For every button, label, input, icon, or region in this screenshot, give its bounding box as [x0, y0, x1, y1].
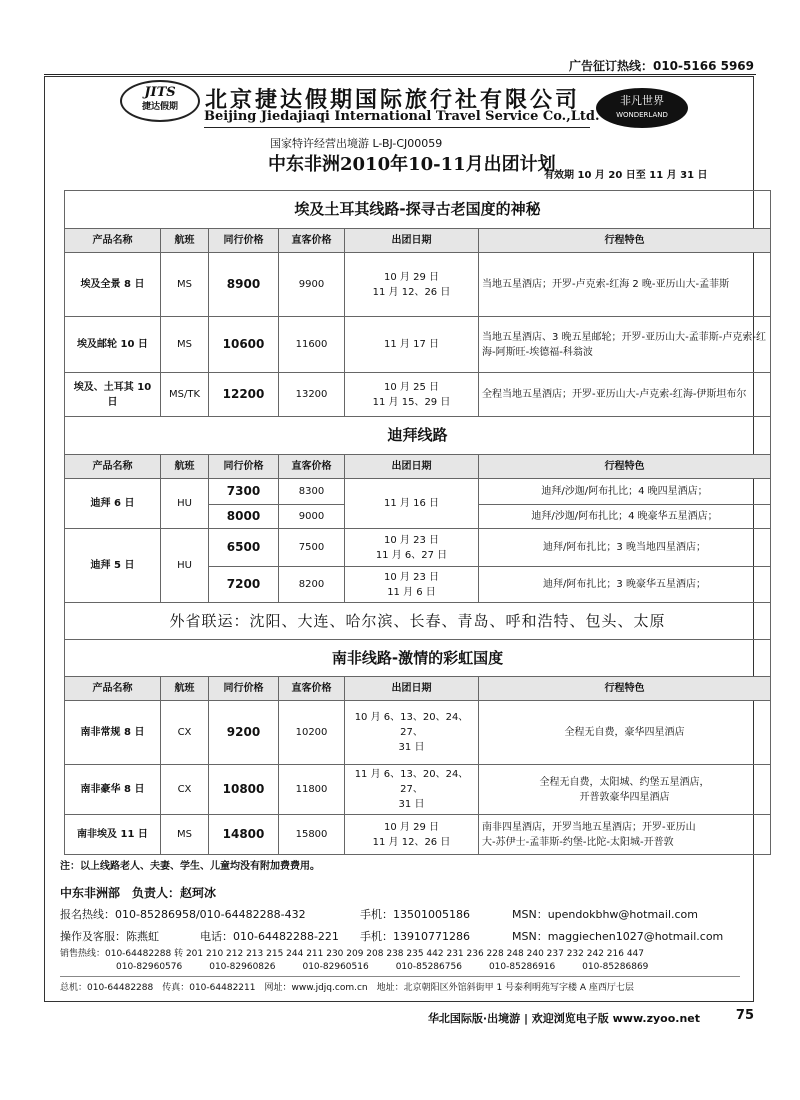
itinerary-features: 当地五星酒店、3 晚五星邮轮；开罗-亚历山大-孟菲斯-卢克索-红海-阿斯旺-埃德福-科翁波: [479, 317, 771, 373]
table-row: [65, 815, 771, 855]
date-line: 11 月 12、26 日: [372, 836, 451, 848]
col-dates: 出团日期: [345, 229, 479, 253]
date-line: 10 月 25 日: [384, 381, 439, 393]
itinerary-features: 迪拜/阿布扎比；3 晚豪华五星酒店；: [479, 567, 771, 603]
date-line: 10 月 6、13、20、24、27、: [354, 712, 469, 738]
domestic-transfer-cities: 外省联运：沈阳、大连、哈尔滨、长春、青岛、呼和浩特、包头、太原: [65, 603, 771, 640]
feature-line: 全程无自费，豪华四星酒店: [564, 727, 685, 738]
direct-price: 11800: [279, 765, 345, 815]
departure-dates: [345, 253, 479, 317]
date-line: 11 月 15、29 日: [372, 396, 451, 408]
surcharge-note: 注：以上线路老人、夫妻、学生、儿童均没有附加费费用。: [60, 861, 320, 872]
license-number: 国家特许经营出境游 L-BJ-CJ00059: [270, 137, 443, 150]
department-head: 中东非洲部 负责人：赵珂冰: [60, 886, 217, 900]
logo-subtext: 捷达假期: [141, 102, 178, 112]
schedule-table: [64, 190, 771, 855]
msn-1: MSN：upendokbhw@hotmail.com: [512, 908, 699, 921]
direct-price: 10200: [279, 701, 345, 765]
jits-logo: [120, 80, 200, 122]
feature-line: 南非四星酒店，开罗当地五星酒店；开罗-亚历山: [482, 821, 696, 833]
flight: MS: [161, 317, 209, 373]
mobile-2: 手机：13910771286: [360, 930, 470, 943]
mobile-1: 手机：13501005186: [360, 908, 470, 921]
direct-price: 11600: [279, 317, 345, 373]
direct-price: 7500: [279, 529, 345, 567]
peer-price: 8900: [209, 253, 279, 317]
itinerary-features: [479, 765, 771, 815]
col-direct-price: 直客价格: [279, 455, 345, 479]
col-flight: 航班: [161, 677, 209, 701]
company-address: 总机：010-64482288 传真：010-64482211 网址：www.jdjq.com.cn 地址：北京朝阳区外馆斜街甲 1 号泰利明苑写字楼 A 座西厅七层: [60, 983, 634, 993]
product-name: 埃及邮轮 10 日: [65, 317, 161, 373]
wonderland-logo: [596, 88, 688, 128]
date-line: 11 月 6、13、20、24、27、: [354, 769, 469, 795]
flight: HU: [161, 529, 209, 603]
col-features: 行程特色: [479, 677, 771, 701]
booking-hotline: 报名热线：010-85286958/010-64482288-432: [60, 908, 306, 921]
plan-title: 中东非洲2010年10-11月出团计划: [268, 154, 556, 175]
header-row: [65, 455, 771, 479]
col-features: 行程特色: [479, 229, 771, 253]
flight: MS: [161, 815, 209, 855]
flight: MS: [161, 253, 209, 317]
itinerary-features: [479, 815, 771, 855]
separator: [60, 976, 740, 977]
col-direct-price: 直客价格: [279, 229, 345, 253]
itinerary-features: 全程当地五星酒店；开罗-亚历山大-卢克索-红海-伊斯坦布尔: [479, 373, 771, 417]
section-title-row: [65, 417, 771, 455]
peer-price: 10800: [209, 765, 279, 815]
peer-price: 7300: [209, 479, 279, 505]
col-direct-price: 直客价格: [279, 677, 345, 701]
date-line: 11 月 6 日: [387, 586, 436, 598]
direct-price: 15800: [279, 815, 345, 855]
operations-contact: 操作及客服：陈燕虹: [60, 930, 159, 943]
itinerary-features: 迪拜/沙迦/阿布扎比；4 晚四星酒店；: [479, 479, 771, 505]
partner-logo-text: 非凡世界: [620, 94, 664, 107]
itinerary-features: 迪拜/阿布扎比；3 晚当地四星酒店；: [479, 529, 771, 567]
section-title-row: [65, 640, 771, 677]
sales-line: 销售热线：010-64482288 转 201 210 212 213 215 244 211 230 209 208 238 235 442 231 236 228 248 240 237 232 242 216 447: [60, 949, 644, 959]
page-number: 75: [735, 1008, 754, 1023]
direct-price: 13200: [279, 373, 345, 417]
direct-price: 8300: [279, 479, 345, 505]
product-name: 埃及、土耳其 10 日: [65, 373, 161, 417]
col-product: 产品名称: [65, 677, 161, 701]
col-features: 行程特色: [479, 455, 771, 479]
dubai-section-title: 迪拜线路: [65, 417, 771, 455]
product-name: 南非豪华 8 日: [65, 765, 161, 815]
transfer-row: [65, 603, 771, 640]
product-name: 南非常规 8 日: [65, 701, 161, 765]
header-row: [65, 677, 771, 701]
departure-dates: [345, 373, 479, 417]
departure-dates: [345, 815, 479, 855]
col-peer-price: 同行价格: [209, 455, 279, 479]
itinerary-features: 迪拜/沙迦/阿布扎比；4 晚豪华五星酒店；: [479, 505, 771, 529]
col-flight: 航班: [161, 229, 209, 253]
phone-2: 电话：010-64482288-221: [200, 930, 339, 943]
col-product: 产品名称: [65, 455, 161, 479]
departure-dates: 11 月 17 日: [345, 317, 479, 373]
validity-period: 有效期 10 月 20 日至 11 月 31 日: [544, 170, 708, 181]
date-line: 10 月 23 日: [384, 534, 439, 546]
date-line: 10 月 29 日: [384, 271, 439, 283]
itinerary-features: 当地五星酒店；开罗-卢克索-红海 2 晚-亚历山大-孟菲斯: [479, 253, 771, 317]
msn-2: MSN：maggiechen1027@hotmail.com: [512, 930, 724, 943]
company-name-cn: 北京捷达假期国际旅行社有限公司: [205, 87, 581, 113]
departure-dates: [345, 701, 479, 765]
product-name: 迪拜 6 日: [65, 479, 161, 529]
sales-hotlines: [60, 948, 750, 974]
direct-price: 9000: [279, 505, 345, 529]
table-row: [65, 529, 771, 567]
sales-line: 010-82960576 010-82960826 010-82960516 010-85286756 010-85286916 010-85286869: [116, 962, 649, 972]
date-line: 10 月 29 日: [384, 821, 439, 833]
peer-price: 6500: [209, 529, 279, 567]
product-name: 埃及全景 8 日: [65, 253, 161, 317]
itinerary-features: [479, 701, 771, 765]
footer-text: 华北国际版·出境游 | 欢迎浏览电子版 www.zyoo.net: [427, 1012, 700, 1025]
logo-text: JITS: [144, 85, 176, 100]
departure-dates: [345, 567, 479, 603]
direct-price: 8200: [279, 567, 345, 603]
date-line: 31 日: [398, 742, 425, 753]
peer-price: 9200: [209, 701, 279, 765]
col-peer-price: 同行价格: [209, 677, 279, 701]
peer-price: 8000: [209, 505, 279, 529]
departure-dates: 11 月 16 日: [345, 479, 479, 529]
partner-logo-subtext: WONDERLAND: [616, 111, 668, 119]
direct-price: 9900: [279, 253, 345, 317]
departure-dates: [345, 529, 479, 567]
flight: CX: [161, 765, 209, 815]
peer-price: 14800: [209, 815, 279, 855]
feature-line: 全程无自费，太阳城、约堡五星酒店，: [539, 776, 710, 788]
product-name: 迪拜 5 日: [65, 529, 161, 603]
flight: MS/TK: [161, 373, 209, 417]
peer-price: 10600: [209, 317, 279, 373]
table-row: [65, 373, 771, 417]
table-row: [65, 317, 771, 373]
feature-line: 大-苏伊士-孟菲斯-约堡-比陀-太阳城-开普敦: [482, 836, 674, 848]
company-name-en: Beijing Jiedajiaqi International Travel Service Co.,Ltd.: [204, 109, 600, 124]
col-peer-price: 同行价格: [209, 229, 279, 253]
table-row: [65, 765, 771, 815]
flight: CX: [161, 701, 209, 765]
date-line: 31 日: [398, 799, 425, 810]
peer-price: 12200: [209, 373, 279, 417]
date-line: 10 月 23 日: [384, 571, 439, 583]
header-row: [65, 229, 771, 253]
table-row: [65, 701, 771, 765]
top-rule: [44, 74, 756, 75]
col-dates: 出团日期: [345, 677, 479, 701]
egypt-section-title: 埃及土耳其线路-探寻古老国度的神秘: [65, 191, 771, 229]
col-product: 产品名称: [65, 229, 161, 253]
ad-hotline: 广告征订热线：010-5166 5969: [568, 59, 754, 73]
col-dates: 出团日期: [345, 455, 479, 479]
table-row: [65, 253, 771, 317]
company-name-rule: [204, 127, 590, 128]
departure-dates: [345, 765, 479, 815]
peer-price: 7200: [209, 567, 279, 603]
south-africa-section-title: 南非线路-激情的彩虹国度: [65, 640, 771, 677]
section-title-row: [65, 191, 771, 229]
date-line: 11 月 6、27 日: [375, 549, 448, 561]
product-name: 南非埃及 11 日: [65, 815, 161, 855]
col-flight: 航班: [161, 455, 209, 479]
date-line: 11 月 12、26 日: [372, 286, 451, 298]
flight: HU: [161, 479, 209, 529]
feature-line: 开普敦豪华四星酒店: [579, 791, 670, 803]
table-row: [65, 479, 771, 505]
